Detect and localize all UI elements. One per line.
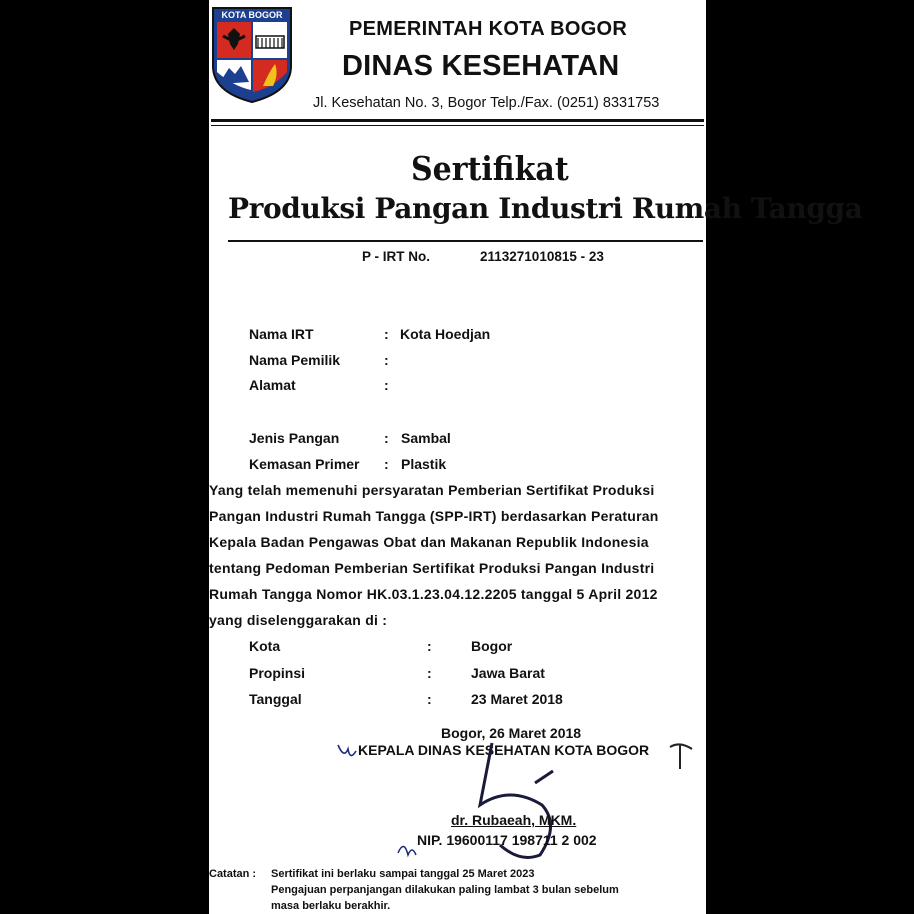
letterhead-thick-rule bbox=[211, 119, 704, 122]
event-label: Kota bbox=[249, 638, 281, 654]
field-colon: : bbox=[384, 352, 389, 368]
event-value: Jawa Barat bbox=[471, 665, 545, 681]
field-value: Sambal bbox=[401, 430, 451, 446]
field-label: Kemasan Primer bbox=[249, 456, 360, 472]
signature-position: KEPALA DINAS KESEHATAN KOTA BOGOR bbox=[358, 742, 650, 758]
right-dark-band bbox=[706, 0, 914, 914]
event-colon: : bbox=[427, 638, 432, 654]
office-name: DINAS KESEHATAN bbox=[342, 50, 620, 82]
certificate-title: Sertifikat bbox=[411, 150, 569, 189]
statement-line: tentang Pedoman Pemberian Sertifikat Produksi Pangan Industri bbox=[209, 560, 655, 576]
left-dark-band bbox=[0, 0, 209, 914]
event-value: Bogor bbox=[471, 638, 513, 654]
statement-line: yang diselenggarakan di : bbox=[209, 612, 388, 628]
event-colon: : bbox=[427, 665, 432, 681]
field-colon: : bbox=[384, 326, 389, 342]
field-value: Kota Hoedjan bbox=[400, 326, 491, 342]
pirt-number: 2113271010815 - 23 bbox=[480, 249, 604, 264]
field-label: Alamat bbox=[249, 377, 296, 393]
kota-bogor-emblem bbox=[211, 6, 293, 104]
letterhead-thin-rule bbox=[211, 125, 704, 126]
field-colon: : bbox=[384, 430, 389, 446]
event-label: Tanggal bbox=[249, 691, 302, 707]
field-label: Nama Pemilik bbox=[249, 352, 341, 368]
logo-label: KOTA BOGOR bbox=[221, 10, 283, 20]
note-line: masa berlaku berakhir. bbox=[271, 900, 391, 912]
signatory-name: dr. Rubaeah, MKM. bbox=[451, 812, 577, 828]
event-colon: : bbox=[427, 691, 432, 707]
government-name: PEMERINTAH KOTA BOGOR bbox=[349, 18, 628, 40]
note-label: Catatan : bbox=[209, 868, 257, 880]
statement-line: Pangan Industri Rumah Tangga (SPP-IRT) berdasarkan Peraturan bbox=[209, 508, 659, 524]
statement-line: Kepala Badan Pengawas Obat dan Makanan Republik Indonesia bbox=[209, 534, 649, 550]
event-value: 23 Maret 2018 bbox=[471, 691, 563, 707]
note-line: Pengajuan perpanjangan dilakukan paling lambat 3 bulan sebelum bbox=[271, 884, 619, 896]
title-rule bbox=[228, 240, 703, 242]
field-colon: : bbox=[384, 377, 389, 393]
field-label: Jenis Pangan bbox=[249, 430, 340, 446]
signature-place-date: Bogor, 26 Maret 2018 bbox=[441, 725, 582, 741]
field-label: Nama IRT bbox=[249, 326, 314, 342]
field-value: Plastik bbox=[401, 456, 447, 472]
signatory-nip: NIP. 19600117 198711 2 002 bbox=[417, 832, 597, 848]
statement-line: Yang telah memenuhi persyaratan Pemberian Sertifikat Produksi bbox=[209, 482, 655, 498]
event-label: Propinsi bbox=[249, 665, 306, 681]
note-line: Sertifikat ini berlaku sampai tanggal 25 Maret 2023 bbox=[271, 868, 535, 880]
certificate-subtitle: Produksi Pangan Industri Rumah Tangga bbox=[228, 192, 863, 225]
statement-line: Rumah Tangga Nomor HK.03.1.23.04.12.2205 tanggal 5 April 2012 bbox=[209, 586, 658, 602]
office-address: Jl. Kesehatan No. 3, Bogor Telp./Fax. (0251) 8331753 bbox=[313, 95, 660, 111]
pirt-label: P - IRT No. bbox=[362, 249, 431, 264]
field-colon: : bbox=[384, 456, 389, 472]
